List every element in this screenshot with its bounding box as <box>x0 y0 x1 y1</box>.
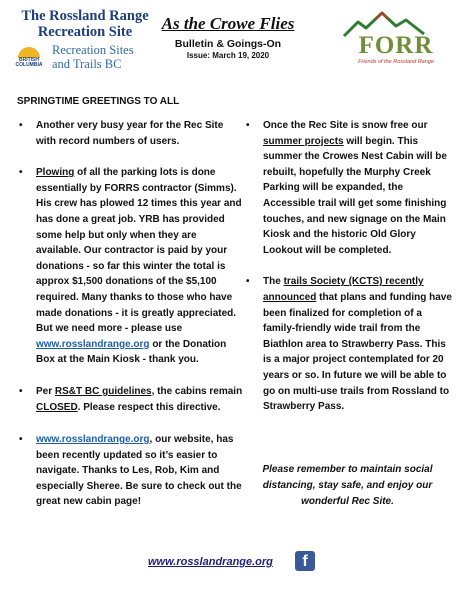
left-column <box>18 118 243 510</box>
bullet-icon: • <box>19 385 23 397</box>
greeting-heading: SPRINGTIME GREETINGS TO ALL <box>17 96 180 107</box>
rec-sites-line2: and Trails BC <box>52 56 122 71</box>
facebook-icon[interactable]: f <box>295 551 315 571</box>
bullet-item-plowing <box>18 165 243 368</box>
logo-line2: Recreation Site <box>37 24 133 40</box>
item-text: or the Donation Box at the Main Kiosk - thank you. <box>36 338 227 366</box>
bullet-item-cabins <box>18 384 243 415</box>
closed-label: CLOSED <box>36 401 78 413</box>
bullet-icon: • <box>246 120 250 131</box>
bullet-icon: • <box>19 120 23 131</box>
item-text: The <box>263 276 284 288</box>
header <box>0 0 464 90</box>
bullet-icon: • <box>246 276 250 288</box>
newsletter-masthead <box>148 14 308 60</box>
logo-line1: The Rossland Range <box>21 8 149 24</box>
item-text: Another very busy year for the Rec Site with record numbers of users. <box>36 120 224 147</box>
footer <box>0 551 464 581</box>
issue-date: Issue: March 19, 2020 <box>186 51 270 60</box>
bc-label: BRITISH COLUMBIA <box>15 56 43 68</box>
item-text: Once the Rec Site is snow free our <box>263 120 428 131</box>
newsletter-title: As the Crowe Flies <box>161 14 295 33</box>
bullet-icon: • <box>19 434 23 446</box>
item-text: Per <box>36 385 55 397</box>
summer-projects-link[interactable]: summer projects <box>263 135 344 147</box>
guidelines-link[interactable]: RS&T BC guidelines <box>54 385 152 397</box>
item-text: , the cabins remain <box>151 385 243 397</box>
bc-crest-icon <box>10 47 48 69</box>
bullet-icon: • <box>19 167 23 179</box>
right-column <box>245 118 455 415</box>
forr-logo <box>340 10 452 65</box>
newsletter-subtitle: Bulletin & Goings-On <box>174 38 282 50</box>
item-text: . Please respect this directive. <box>77 401 221 413</box>
kcts-link[interactable]: trails Society (KCTS) recently announced <box>263 276 424 303</box>
website-link[interactable]: www.rosslandrange.org <box>36 338 150 350</box>
forr-tagline: Friends of the Rossland Range <box>358 59 434 65</box>
bullet-item-trails-society <box>245 274 455 414</box>
bullet-item-website <box>18 432 243 510</box>
forr-wordmark: FORR <box>358 32 434 59</box>
closing-message: Please remember to maintain social distancing, stay safe, and enjoy our wonderful Rec Site. <box>262 464 433 507</box>
rec-sites-line1: Recreation Sites <box>52 43 134 57</box>
item-text: will begin. This summer the Crowes Nest Cabin will be rebuilt, hopefully the Murphy Creek Parking will be expanded, the Accessible trail will get some finishing touches, and new signage on the Main Kiosk and the historic Old Glory Lookout will be completed. <box>263 135 447 256</box>
item-text: of all the parking lots is done essentially by FORRS contractor (Simms). His crew has plowed 12 times this year and has done a great job. YRB has provided some help but only when they are available. Our contractor is paid by your donations - so far this winter the total is approx $1,500 donations of the $5,100 required. Many thanks to those who have made donations - it is greatly appreciated. But we need more - please use <box>36 167 242 335</box>
bullet-item-summer-projects <box>245 118 455 258</box>
item-text: that plans and funding have been finalized for completion of a family-friendly wide trail from the Biathlon area to Strawberry Pass. This is a major project contemplated for 20 years or so. In future we will be able to go on multi-use trails from Rossland to Strawberry Pass. <box>263 291 452 413</box>
rossland-range-logo <box>10 8 160 71</box>
plowing-label: Plowing <box>36 167 75 179</box>
footer-website-link[interactable]: www.rosslandrange.org <box>148 556 273 568</box>
website-link[interactable]: www.rosslandrange.org <box>36 434 150 446</box>
item-text: , our website, has been recently updated so it’s easier to navigate. Thanks to Les, Rob, Kim and especially Sheree. Be sure to check out the great new cabin page! <box>36 434 242 508</box>
bc-rec-sites-logo <box>10 44 160 71</box>
bullet-item-busy-year <box>18 118 243 149</box>
